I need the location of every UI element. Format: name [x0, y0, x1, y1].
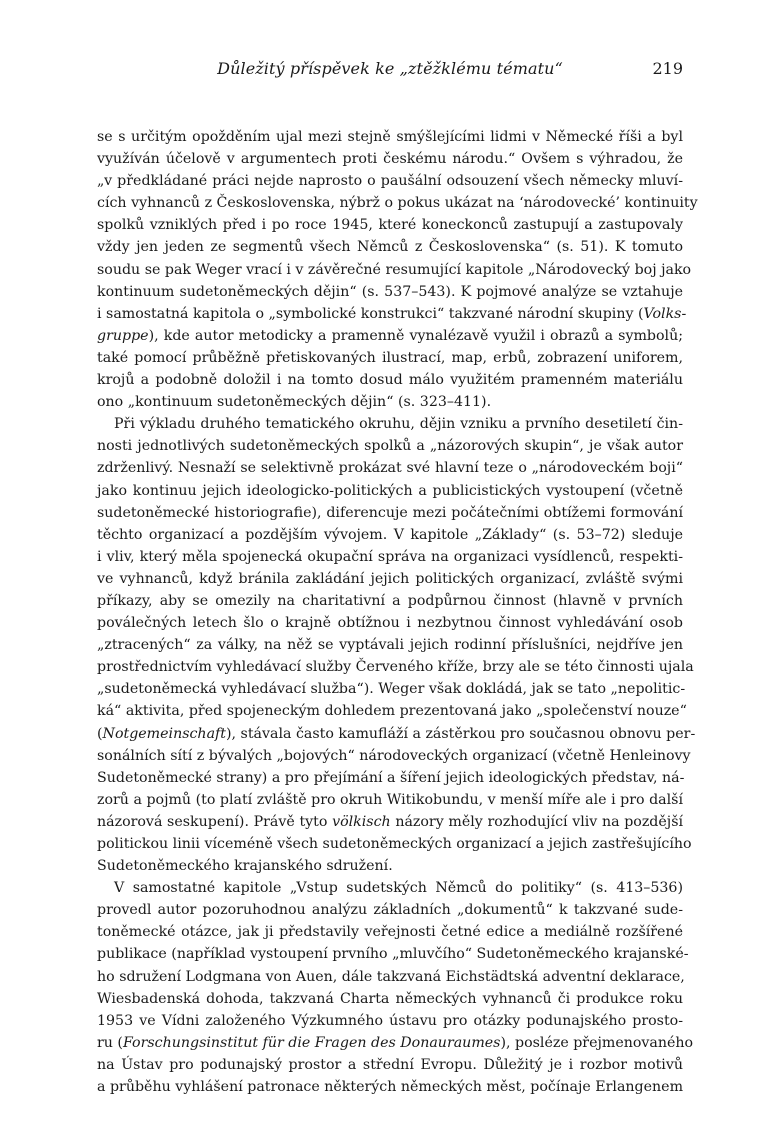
- text-line: [97, 656, 694, 678]
- text-segment: sonálních sítí z bývalých „bojových“ národoveckých organizací (včetně Henleinovy: [97, 747, 691, 764]
- italic-term: Forschungsinstitut für die Fragen des Donauraumes: [122, 1034, 501, 1051]
- text-segment: jako kontinuu jejich ideologicko-politických a publicistických vystoupení (včetně: [97, 482, 683, 499]
- text-segment: ru (: [97, 1034, 123, 1051]
- text-segment: ), kde autor metodicky a pramenně vynalézavě využil i obrazů a symbolů;: [148, 327, 683, 344]
- text-line: [97, 524, 683, 546]
- text-line: [97, 347, 683, 369]
- text-line: [97, 590, 683, 612]
- text-segment: krojů a podobně doložil i na tomto dosud málo využitém pramenném materiálu: [97, 372, 683, 389]
- text-segment: ono „kontinuum sudetoněmeckých dějin“ (s. 323–411).: [97, 394, 492, 411]
- paragraph: [97, 877, 694, 1098]
- paragraph: [97, 413, 696, 877]
- text-segment: i vliv, který měla spojenecká okupační správa na organizaci vysídlenců, respekti-: [97, 548, 683, 565]
- text-segment: provedl autor pozoruhodnou analýzu základních „dokumentů“ k takzvané sude-: [97, 902, 683, 919]
- italic-term: gruppe: [97, 327, 149, 344]
- text-line: [97, 634, 683, 656]
- text-line: [97, 833, 692, 855]
- text-segment: ká“ aktivita, před spojeneckým dohledem prezentovaná jako „společenství nouze“: [97, 703, 687, 720]
- text-segment: sudetoněmecké historiografie), diferencuje mezi počátečními obtížemi formování: [97, 504, 683, 521]
- text-line: [97, 170, 683, 192]
- text-line: [97, 899, 683, 921]
- text-line: [97, 855, 683, 877]
- text-line: [97, 192, 698, 214]
- text-segment: „ztracených“ za války, na něž se vyptávali jejich rodinní příslušníci, nejdříve jen: [97, 637, 683, 654]
- text-segment: ), stávala často kamufláží a zástěrkou pro současnou obnovu per-: [225, 725, 696, 742]
- text-line: [97, 546, 683, 568]
- text-line: [97, 236, 683, 258]
- text-segment: nosti jednotlivých sudetoněmeckých spolků a „názorových skupin“, je však autor: [97, 438, 683, 455]
- text-segment: 1953 ve Vídni založeného Výzkumného ústavu pro otázky podunajského prosto-: [97, 1012, 683, 1029]
- text-line: [97, 921, 683, 943]
- text-line: [97, 126, 683, 148]
- text-segment: Sudetoněmecké strany) a pro přejímání a šíření jejich ideologických představ, ná-: [97, 769, 685, 786]
- text-line: [97, 877, 683, 899]
- text-line: [97, 612, 683, 634]
- text-segment: ho sdružení Lodgmana von Auen, dále takzvaná Eichstädtská adventní deklarace,: [97, 968, 685, 985]
- text-line: [97, 214, 683, 236]
- text-segment: (: [97, 725, 103, 742]
- text-line: [97, 502, 683, 524]
- text-segment: i samostatná kapitola o „symbolické konstrukci“ takzvané národní skupiny (: [97, 305, 644, 322]
- text-segment: příkazy, aby se omezily na charitativní a podpůrnou činnost (hlavně v prvních: [97, 592, 683, 609]
- text-segment: Při výkladu druhého tematického okruhu, dějin vzniku a prvního desetiletí čin-: [114, 416, 683, 433]
- italic-term: Notgemeinschaft: [102, 725, 226, 742]
- text-line: [97, 259, 692, 281]
- text-segment: politickou linii víceméně všech sudetoněmeckých organizací a jejich zastřešujícího: [97, 836, 692, 852]
- text-segment: názorová seskupení). Právě tyto: [97, 813, 333, 830]
- text-segment: publikace (například vystoupení prvního „mluvčího“ Sudetoněmeckého krajanské-: [97, 946, 689, 963]
- text-segment: a průběhu vyhlášení patronace některých německých měst, počínaje Erlangenem: [97, 1079, 684, 1096]
- text-segment: využíván účelově v argumentech proti českému národu.“ Ovšem s výhradou, že: [97, 151, 683, 168]
- text-segment: kontinuum sudetoněmeckých dějin“ (s. 537–543). K pojmové analýze se vztahuje: [97, 283, 683, 300]
- text-segment: Wiesbadenská dohoda, takzvaná Charta německých vyhnanců či produkce roku: [97, 990, 683, 1007]
- text-segment: se s určitým opožděním ujal mezi stejně smýšlejícími lidmi v Německé říši a byl: [97, 129, 683, 145]
- text-segment: názory měly rozhodující vliv na pozdější: [390, 813, 684, 830]
- text-line: [97, 1010, 683, 1032]
- text-line: [97, 457, 683, 479]
- text-segment: toněmecké otázce, jak ji představily veřejnosti četné edice a mediálně rozšířené: [97, 924, 683, 941]
- text-line: [97, 303, 687, 325]
- text-line: [97, 789, 683, 811]
- text-segment: zdrženlivý. Nesnaží se selektivně prokázat své hlavní teze o „národoveckém boji“: [97, 460, 683, 477]
- text-segment: Sudetoněmeckého krajanského sdružení.: [97, 858, 393, 875]
- text-line: [97, 1032, 694, 1054]
- text-segment: zorů a pojmů (to platí zvláště pro okruh Witikobundu, v menší míře ale i pro další: [97, 791, 683, 808]
- text-line: [97, 1076, 683, 1098]
- text-segment: ve vyhnanců, když bránila zakládání jejich politických organizací, zvláště svými: [97, 570, 683, 587]
- text-line: [97, 700, 687, 722]
- running-header: [97, 59, 683, 85]
- text-line: [97, 281, 683, 303]
- text-line: [97, 943, 689, 965]
- text-segment: prostřednictvím vyhledávací služby Červeného kříže, brzy ale se této činnosti ujala: [97, 659, 694, 676]
- italic-term: Volks-: [643, 305, 687, 322]
- text-line: [97, 1054, 683, 1076]
- text-segment: „v předkládané práci nejde naprosto o paušální odsouzení všech německy mluví-: [97, 173, 683, 190]
- text-segment: vždy jen jeden ze segmentů všech Němců z Československa“ (s. 51). K tomuto: [97, 239, 683, 256]
- text-segment: ), posléze přejmenovaného: [500, 1034, 694, 1051]
- text-line: [97, 568, 683, 590]
- text-line: [97, 988, 683, 1010]
- text-segment: spolků vzniklých před i po roce 1945, které koneckonců zastupují a zastupovaly: [97, 217, 683, 234]
- text-line: [97, 413, 683, 435]
- text-segment: „sudetoněmecká vyhledávací služba“). Weger však dokládá, jak se tato „nepolitic-: [97, 681, 686, 698]
- text-line: [97, 966, 683, 988]
- text-line: [97, 480, 683, 502]
- text-line: [97, 767, 683, 789]
- text-segment: soudu se pak Weger vrací i v závěrečné resumující kapitole „Národovecký boj jako: [97, 261, 692, 278]
- text-line: [97, 745, 691, 767]
- text-line: [97, 369, 683, 391]
- paragraph: [97, 126, 698, 413]
- text-line: [97, 723, 696, 745]
- text-line: [97, 325, 683, 347]
- text-line: [97, 435, 683, 457]
- text-line: [97, 678, 686, 700]
- text-segment: cích vyhnanců z Československa, nýbrž o pokus ukázat na ‘národovecké’ kontinuity: [97, 195, 698, 212]
- body-text: [97, 126, 698, 1098]
- text-segment: těchto organizací a pozdějším vývojem. V kapitole „Základy“ (s. 53–72) sleduje: [97, 526, 683, 543]
- text-segment: také pomocí průběžně přetiskovaných ilustrací, map, erbů, zobrazení uniforem,: [97, 349, 683, 366]
- italic-term: völkisch: [332, 813, 391, 830]
- text-segment: na Ústav pro podunajský prostor a střední Evropu. Důležitý je i rozbor motivů: [97, 1056, 683, 1073]
- text-line: [97, 148, 683, 170]
- text-segment: poválečných letech šlo o krajně obtížnou i nezbytnou činnost vyhledávání osob: [97, 615, 683, 632]
- text-line: [97, 391, 683, 413]
- text-line: [97, 811, 683, 833]
- page-number: 219: [652, 59, 683, 78]
- text-segment: V samostatné kapitole „Vstup sudetských Němců do politiky“ (s. 413–536): [114, 880, 683, 897]
- running-title: Důležitý příspěvek ke „ztěžklému tématu“: [217, 59, 563, 78]
